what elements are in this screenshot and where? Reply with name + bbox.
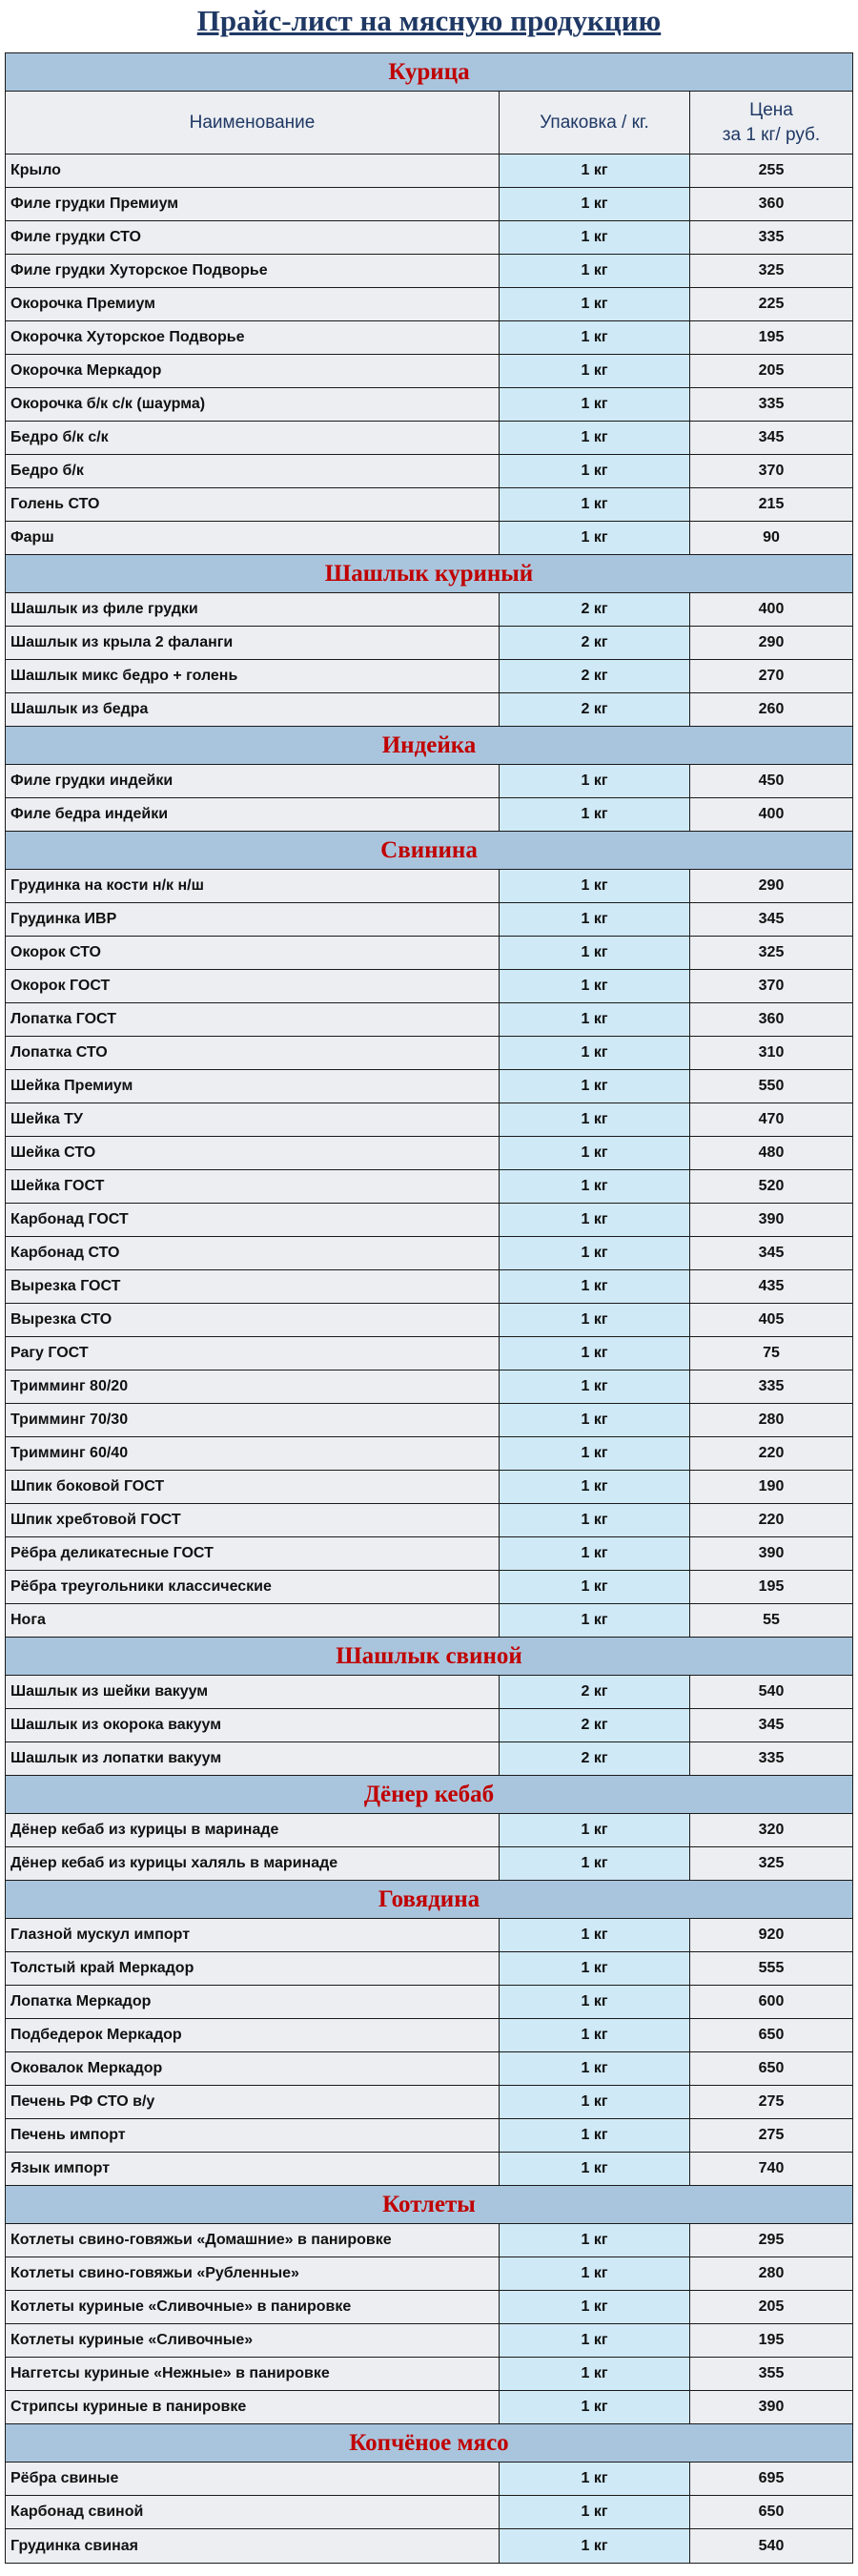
price-value: 650	[690, 2019, 852, 2051]
package-size: 1 кг	[500, 1170, 690, 1203]
price-value: 540	[690, 2529, 852, 2563]
price-value: 215	[690, 488, 852, 521]
table-row	[6, 188, 852, 221]
price-value: 260	[690, 693, 852, 726]
price-value: 225	[690, 288, 852, 320]
package-size: 1 кг	[500, 2019, 690, 2051]
package-size: 1 кг	[500, 1604, 690, 1637]
table-row	[6, 1037, 852, 1070]
package-size: 1 кг	[500, 188, 690, 220]
product-name: Филе грудки Премиум	[6, 188, 500, 220]
price-value: 255	[690, 155, 852, 187]
price-value: 275	[690, 2119, 852, 2152]
package-size: 1 кг	[500, 1337, 690, 1370]
product-name: Шейка ГОСТ	[6, 1170, 500, 1203]
section-header: Котлеты	[6, 2186, 852, 2224]
price-value: 195	[690, 2324, 852, 2357]
table-row	[6, 1237, 852, 1270]
product-name: Котлеты свино-говяжьи «Рубленные»	[6, 2257, 500, 2290]
product-name: Наггетсы куриные «Нежные» в панировке	[6, 2358, 500, 2390]
package-size: 1 кг	[500, 2324, 690, 2357]
package-size: 1 кг	[500, 2052, 690, 2085]
price-value: 390	[690, 1537, 852, 1570]
table-row	[6, 1270, 852, 1304]
product-name: Голень СТО	[6, 488, 500, 521]
table-row	[6, 1709, 852, 1742]
product-name: Дёнер кебаб из курицы халяль в маринаде	[6, 1847, 500, 1880]
product-name: Нога	[6, 1604, 500, 1637]
price-value: 650	[690, 2496, 852, 2528]
price-value: 450	[690, 765, 852, 797]
price-value: 275	[690, 2086, 852, 2118]
table-row	[6, 970, 852, 1003]
product-name: Стрипсы куриные в панировке	[6, 2391, 500, 2423]
product-name: Шашлык из шейки вакуум	[6, 1676, 500, 1708]
product-name: Подбедерок Меркадор	[6, 2019, 500, 2051]
package-size: 1 кг	[500, 1571, 690, 1603]
package-size: 1 кг	[500, 1471, 690, 1503]
price-value: 90	[690, 522, 852, 554]
price-value: 280	[690, 1404, 852, 1436]
package-size: 1 кг	[500, 2463, 690, 2495]
table-row	[6, 1504, 852, 1537]
product-name: Котлеты свино-говяжьи «Домашние» в панировке	[6, 2224, 500, 2257]
product-name: Окорочка Хуторское Подворье	[6, 321, 500, 354]
price-value: 335	[690, 1742, 852, 1775]
table-row	[6, 2153, 852, 2186]
product-name: Котлеты куриные «Сливочные»	[6, 2324, 500, 2357]
package-size: 2 кг	[500, 660, 690, 692]
package-size: 1 кг	[500, 2224, 690, 2257]
price-value: 390	[690, 1204, 852, 1236]
product-name: Фарш	[6, 522, 500, 554]
product-name: Карбонад СТО	[6, 1237, 500, 1269]
product-name: Печень РФ СТО в/у	[6, 2086, 500, 2118]
table-row	[6, 288, 852, 321]
table-row	[6, 2324, 852, 2358]
product-name: Тримминг 60/40	[6, 1437, 500, 1470]
product-name: Тримминг 70/30	[6, 1404, 500, 1436]
product-name: Шашлык из окорока вакуум	[6, 1709, 500, 1741]
product-name: Шейка СТО	[6, 1137, 500, 1169]
price-value: 345	[690, 903, 852, 936]
table-row	[6, 1003, 852, 1037]
product-name: Карбонад свиной	[6, 2496, 500, 2528]
package-size: 1 кг	[500, 1814, 690, 1846]
package-size: 1 кг	[500, 937, 690, 969]
product-name: Окорок СТО	[6, 937, 500, 969]
table-row	[6, 1952, 852, 1986]
column-header-name: Наименование	[6, 92, 500, 154]
column-header-price	[690, 92, 852, 154]
package-size: 1 кг	[500, 1204, 690, 1236]
table-row	[6, 155, 852, 188]
table-row	[6, 488, 852, 522]
table-row	[6, 1676, 852, 1709]
price-value: 555	[690, 1952, 852, 1985]
table-row	[6, 1170, 852, 1204]
product-name: Язык импорт	[6, 2153, 500, 2185]
price-value: 310	[690, 1037, 852, 1069]
product-name: Котлеты куриные «Сливочные» в панировке	[6, 2291, 500, 2323]
price-value: 325	[690, 1847, 852, 1880]
package-size: 1 кг	[500, 2153, 690, 2185]
table-row	[6, 660, 852, 693]
price-value: 335	[690, 1370, 852, 1403]
package-size: 1 кг	[500, 765, 690, 797]
package-size: 1 кг	[500, 2086, 690, 2118]
table-row	[6, 1742, 852, 1776]
table-row	[6, 321, 852, 355]
product-name: Шпик боковой ГОСТ	[6, 1471, 500, 1503]
table-row	[6, 522, 852, 555]
table-row	[6, 1986, 852, 2019]
package-size: 2 кг	[500, 1709, 690, 1741]
table-row	[6, 1814, 852, 1847]
package-size: 2 кг	[500, 693, 690, 726]
table-row	[6, 388, 852, 422]
price-value: 480	[690, 1137, 852, 1169]
package-size: 1 кг	[500, 1270, 690, 1303]
package-size: 1 кг	[500, 870, 690, 902]
price-value: 520	[690, 1170, 852, 1203]
product-name: Печень импорт	[6, 2119, 500, 2152]
price-value: 325	[690, 255, 852, 287]
package-size: 1 кг	[500, 1952, 690, 1985]
product-name: Тримминг 80/20	[6, 1370, 500, 1403]
price-value: 370	[690, 970, 852, 1002]
table-row	[6, 937, 852, 970]
table-row	[6, 2358, 852, 2391]
package-size: 1 кг	[500, 1919, 690, 1951]
table-row	[6, 2496, 852, 2529]
package-size: 1 кг	[500, 255, 690, 287]
table-row	[6, 798, 852, 832]
price-value: 540	[690, 1676, 852, 1708]
price-value: 290	[690, 627, 852, 659]
price-value: 360	[690, 1003, 852, 1036]
price-value: 390	[690, 2391, 852, 2423]
table-row	[6, 2086, 852, 2119]
package-size: 1 кг	[500, 155, 690, 187]
package-size: 2 кг	[500, 627, 690, 659]
price-value: 205	[690, 355, 852, 387]
price-value: 360	[690, 188, 852, 220]
table-row	[6, 1070, 852, 1103]
price-table	[5, 52, 853, 2564]
package-size: 1 кг	[500, 2496, 690, 2528]
column-header-price-line1: Цена	[749, 99, 793, 120]
package-size: 1 кг	[500, 1504, 690, 1536]
price-value: 470	[690, 1103, 852, 1136]
price-value: 335	[690, 221, 852, 254]
price-value: 550	[690, 1070, 852, 1103]
product-name: Бедро б/к с/к	[6, 422, 500, 454]
table-row	[6, 693, 852, 727]
product-name: Шашлык из бедра	[6, 693, 500, 726]
product-name: Филе грудки Хуторское Подворье	[6, 255, 500, 287]
product-name: Вырезка ГОСТ	[6, 1270, 500, 1303]
table-row	[6, 455, 852, 488]
package-size: 1 кг	[500, 2391, 690, 2423]
price-value: 370	[690, 455, 852, 487]
product-name: Рагу ГОСТ	[6, 1337, 500, 1370]
price-value: 400	[690, 593, 852, 626]
table-row	[6, 1604, 852, 1638]
product-name: Толстый край Меркадор	[6, 1952, 500, 1985]
package-size: 1 кг	[500, 1847, 690, 1880]
table-row	[6, 627, 852, 660]
package-size: 1 кг	[500, 2119, 690, 2152]
price-value: 400	[690, 798, 852, 831]
table-row	[6, 1847, 852, 1881]
product-name: Шашлык из лопатки вакуум	[6, 1742, 500, 1775]
table-row	[6, 2052, 852, 2086]
product-name: Окорочка б/к с/к (шаурма)	[6, 388, 500, 421]
package-size: 1 кг	[500, 1037, 690, 1069]
product-name: Шашлык микс бедро + голень	[6, 660, 500, 692]
column-header-row	[6, 92, 852, 155]
section-header: Индейка	[6, 727, 852, 765]
table-row	[6, 2257, 852, 2291]
table-row	[6, 1537, 852, 1571]
product-name: Филе грудки индейки	[6, 765, 500, 797]
product-name: Крыло	[6, 155, 500, 187]
package-size: 1 кг	[500, 422, 690, 454]
package-size: 1 кг	[500, 1103, 690, 1136]
price-value: 650	[690, 2052, 852, 2085]
price-value: 695	[690, 2463, 852, 2495]
table-row	[6, 903, 852, 937]
product-name: Филе грудки СТО	[6, 221, 500, 254]
package-size: 1 кг	[500, 1137, 690, 1169]
table-row	[6, 1337, 852, 1370]
product-name: Филе бедра индейки	[6, 798, 500, 831]
package-size: 1 кг	[500, 2358, 690, 2390]
section-header: Шашлык куриный	[6, 555, 852, 593]
product-name: Грудинка ИВР	[6, 903, 500, 936]
price-value: 355	[690, 2358, 852, 2390]
price-value: 195	[690, 321, 852, 354]
price-value: 55	[690, 1604, 852, 1637]
price-value: 220	[690, 1504, 852, 1536]
product-name: Шейка Премиум	[6, 1070, 500, 1103]
price-value: 600	[690, 1986, 852, 2018]
table-row	[6, 2119, 852, 2153]
table-row	[6, 1919, 852, 1952]
price-value: 405	[690, 1304, 852, 1336]
package-size: 1 кг	[500, 903, 690, 936]
section-header: Копчёное мясо	[6, 2424, 852, 2463]
price-value: 190	[690, 1471, 852, 1503]
table-row	[6, 2224, 852, 2257]
package-size: 1 кг	[500, 2291, 690, 2323]
table-row	[6, 221, 852, 255]
table-row	[6, 2529, 852, 2563]
table-row	[6, 765, 852, 798]
page-title: Прайс-лист на мясную продукцию	[196, 4, 662, 37]
table-row	[6, 1103, 852, 1137]
package-size: 1 кг	[500, 355, 690, 387]
product-name: Шашлык из филе грудки	[6, 593, 500, 626]
price-value: 335	[690, 388, 852, 421]
price-value: 205	[690, 2291, 852, 2323]
package-size: 1 кг	[500, 1986, 690, 2018]
section-header: Дёнер кебаб	[6, 1776, 852, 1814]
product-name: Лопатка СТО	[6, 1037, 500, 1069]
table-row	[6, 1204, 852, 1237]
section-header: Курица	[6, 53, 852, 92]
package-size: 1 кг	[500, 970, 690, 1002]
product-name: Шпик хребтовой ГОСТ	[6, 1504, 500, 1536]
package-size: 1 кг	[500, 221, 690, 254]
table-row	[6, 870, 852, 903]
package-size: 1 кг	[500, 1537, 690, 1570]
package-size: 1 кг	[500, 2529, 690, 2563]
price-value: 740	[690, 2153, 852, 2185]
product-name: Лопатка ГОСТ	[6, 1003, 500, 1036]
package-size: 1 кг	[500, 1304, 690, 1336]
product-name: Вырезка СТО	[6, 1304, 500, 1336]
column-header-pack: Упаковка / кг.	[500, 92, 690, 154]
table-row	[6, 355, 852, 388]
product-name: Глазной мускул импорт	[6, 1919, 500, 1951]
package-size: 1 кг	[500, 1003, 690, 1036]
product-name: Бедро б/к	[6, 455, 500, 487]
product-name: Окорок ГОСТ	[6, 970, 500, 1002]
package-size: 1 кг	[500, 288, 690, 320]
product-name: Рёбра свиные	[6, 2463, 500, 2495]
table-row	[6, 1571, 852, 1604]
price-value: 295	[690, 2224, 852, 2257]
product-name: Рёбра треугольники классические	[6, 1571, 500, 1603]
price-value: 920	[690, 1919, 852, 1951]
table-row	[6, 593, 852, 627]
table-row	[6, 1437, 852, 1471]
table-row	[6, 2391, 852, 2424]
package-size: 1 кг	[500, 488, 690, 521]
product-name: Оковалок Меркадор	[6, 2052, 500, 2085]
product-name: Окорочка Премиум	[6, 288, 500, 320]
price-value: 270	[690, 660, 852, 692]
price-value: 345	[690, 1709, 852, 1741]
price-value: 290	[690, 870, 852, 902]
package-size: 1 кг	[500, 1070, 690, 1103]
package-size: 1 кг	[500, 1237, 690, 1269]
table-row	[6, 1471, 852, 1504]
price-value: 345	[690, 422, 852, 454]
price-value: 320	[690, 1814, 852, 1846]
package-size: 1 кг	[500, 1404, 690, 1436]
section-header: Шашлык свиной	[6, 1638, 852, 1676]
table-row	[6, 1370, 852, 1404]
price-value: 345	[690, 1237, 852, 1269]
price-value: 435	[690, 1270, 852, 1303]
package-size: 1 кг	[500, 388, 690, 421]
product-name: Шашлык из крыла 2 фаланги	[6, 627, 500, 659]
table-row	[6, 2291, 852, 2324]
package-size: 1 кг	[500, 455, 690, 487]
table-row	[6, 2463, 852, 2496]
package-size: 1 кг	[500, 1437, 690, 1470]
section-header: Говядина	[6, 1881, 852, 1919]
package-size: 1 кг	[500, 2257, 690, 2290]
product-name: Рёбра деликатесные ГОСТ	[6, 1537, 500, 1570]
section-header: Свинина	[6, 832, 852, 870]
product-name: Грудинка свиная	[6, 2529, 500, 2563]
package-size: 2 кг	[500, 1676, 690, 1708]
table-row	[6, 2019, 852, 2052]
price-value: 325	[690, 937, 852, 969]
package-size: 1 кг	[500, 798, 690, 831]
product-name: Окорочка Меркадор	[6, 355, 500, 387]
product-name: Лопатка Меркадор	[6, 1986, 500, 2018]
table-row	[6, 1137, 852, 1170]
table-row	[6, 422, 852, 455]
price-value: 220	[690, 1437, 852, 1470]
price-value: 280	[690, 2257, 852, 2290]
package-size: 2 кг	[500, 1742, 690, 1775]
price-value: 75	[690, 1337, 852, 1370]
package-size: 1 кг	[500, 522, 690, 554]
package-size: 1 кг	[500, 1370, 690, 1403]
table-row	[6, 1404, 852, 1437]
price-value: 195	[690, 1571, 852, 1603]
column-header-price-line2: за 1 кг/ руб.	[722, 124, 821, 145]
product-name: Грудинка на кости н/к н/ш	[6, 870, 500, 902]
product-name: Карбонад ГОСТ	[6, 1204, 500, 1236]
package-size: 1 кг	[500, 321, 690, 354]
product-name: Шейка ТУ	[6, 1103, 500, 1136]
product-name: Дёнер кебаб из курицы в маринаде	[6, 1814, 500, 1846]
package-size: 2 кг	[500, 593, 690, 626]
table-row	[6, 255, 852, 288]
table-row	[6, 1304, 852, 1337]
